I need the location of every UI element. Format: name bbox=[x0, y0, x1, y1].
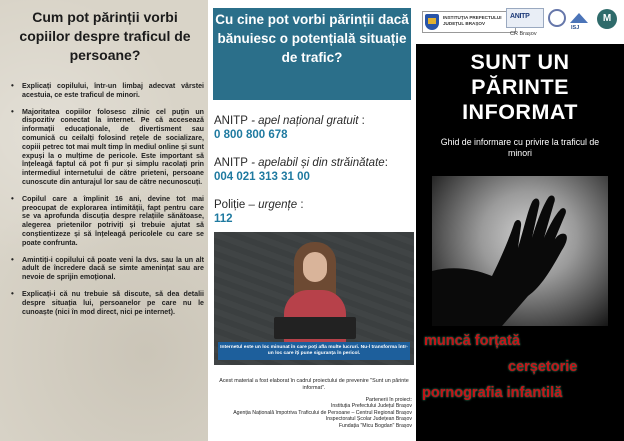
main-subtitle: Ghid de informare cu privire la traficul de minori bbox=[440, 137, 600, 158]
anitp-subtitle: CR Brașov bbox=[510, 31, 537, 37]
photo-caption: Internetul este un loc minunat în care poți afla multe lucruri. Nu-l transforma într-un loc care îți pune siguranța în pericol. bbox=[218, 342, 410, 360]
funding-note: Acest material a fost elaborat în cadrul proiectului de prevenire "Sunt un părinte informat". bbox=[219, 378, 409, 391]
seal-icon bbox=[548, 9, 566, 27]
contact-label: – urgențe bbox=[245, 199, 298, 211]
list-item: • Explicați copilului, într-un limbaj adecvat vârstei acestuia, ce este traficul de minori. bbox=[8, 82, 204, 100]
partner-logos bbox=[416, 0, 624, 44]
prefecture-logo bbox=[422, 11, 516, 33]
roof-icon bbox=[570, 13, 588, 23]
left-title: Cum pot părinții vorbi copiilor despre traficul de persoane? bbox=[19, 9, 191, 63]
partner-item: Fundația "Micu Bogdan" Brașov bbox=[338, 422, 412, 429]
contact-police: Poliție – urgențe : 112 bbox=[214, 199, 304, 225]
campaign-photo bbox=[214, 232, 414, 365]
contact-org: ANITP bbox=[214, 115, 248, 127]
anitp-logo-text: ANITP bbox=[510, 13, 530, 20]
phone-number[interactable]: 0 800 800 678 bbox=[214, 129, 288, 141]
contact-label: - apel național gratuit bbox=[247, 115, 359, 127]
left-panel bbox=[0, 0, 208, 441]
girl-face bbox=[303, 252, 327, 282]
partners-list bbox=[216, 397, 412, 429]
partner-item: Agenția Națională împotriva Traficului de Persoane – Centrul Regional Brașov bbox=[233, 409, 412, 416]
list-item: • Majoritatea copiilor folosesc zilnic cel puțin un dispozitiv conectat la internet. Pe că accesează informații educaționale, de divertisment sau comunică cu ceilalți folosind rețele de socializare, copiii petrec tot mai mult timp în mediul online și sunt expuși la o mulțime de pericole. Este important să înțeleagă faptul că pot fi pur și simplu racolați prin intermediul internetului de către prieteni, persoane cunoscute din anturajul lor sau de către necunoscuți. bbox=[8, 108, 204, 187]
partner-item: Inspectoratul Școlar Județean Brașov bbox=[325, 416, 412, 423]
list-item: • Amintiți-i copilului că poate veni la dvs. sau la un alt adult de încredere dacă se simte amenințat sau are nevoie de sprijin emoțional. bbox=[8, 256, 204, 282]
middle-panel bbox=[208, 0, 416, 441]
contact-header: Cu cine pot vorbi părinții dacă bănuiesc o potențială situație de trafic? bbox=[213, 8, 411, 100]
main-title: SUNT UN PĂRINTE INFORMAT bbox=[462, 50, 578, 124]
reaching-hand-image bbox=[432, 176, 608, 326]
laptop-icon bbox=[274, 317, 356, 339]
partners-title: Partenerii în proiect: bbox=[365, 397, 412, 403]
contact-label: - apelabil și din străinătate bbox=[247, 157, 385, 169]
form-begging: cerșetorie bbox=[508, 359, 578, 375]
anitp-logo bbox=[506, 8, 544, 28]
contact-abroad: ANITP - apelabil și din străinătate: 004 021 313 31 00 bbox=[214, 157, 388, 183]
list-item: • Copilul care a împlinit 16 ani, devine tot mai preocupat de explorarea intimității, fapt pentru care se va aprofunda discuția despre relațiile sănătoase, alegerea prietenilor potriviți și trebuie ajutat să conștientizeze și să înțeleagă pericolele cu care se poate confrunta. bbox=[8, 195, 204, 248]
prefecture-logo-text: INSTITUȚIA PREFECTULUI JUDEȚUL BRAȘOV bbox=[443, 15, 502, 26]
form-child-pornography: pornografia infantilă bbox=[422, 385, 563, 401]
crest-icon bbox=[425, 14, 439, 30]
partner-item: Instituția Prefectului Județul Brașov bbox=[330, 403, 412, 410]
advice-list bbox=[8, 82, 204, 324]
phone-number[interactable]: 112 bbox=[214, 213, 233, 225]
right-panel bbox=[416, 0, 624, 441]
isj-logo bbox=[568, 13, 590, 33]
contact-org: ANITP bbox=[214, 157, 248, 169]
contact-national: ANITP - apel național gratuit : 0 800 800 678 bbox=[214, 115, 365, 141]
phone-number[interactable]: 004 021 313 31 00 bbox=[214, 171, 310, 183]
contact-org: Poliție bbox=[214, 199, 246, 211]
list-item: • Explicați-i că nu trebuie să discute, să dea detalii despre situația lui, persoanelor pe care nu le cunoaște (nici în mod direct, nici pe internet). bbox=[8, 290, 204, 316]
form-forced-labor: muncă forțată bbox=[424, 333, 520, 349]
hand-icon bbox=[432, 176, 608, 326]
foundation-logo: M bbox=[597, 9, 617, 29]
isj-logo-text: ISJ bbox=[571, 25, 580, 31]
